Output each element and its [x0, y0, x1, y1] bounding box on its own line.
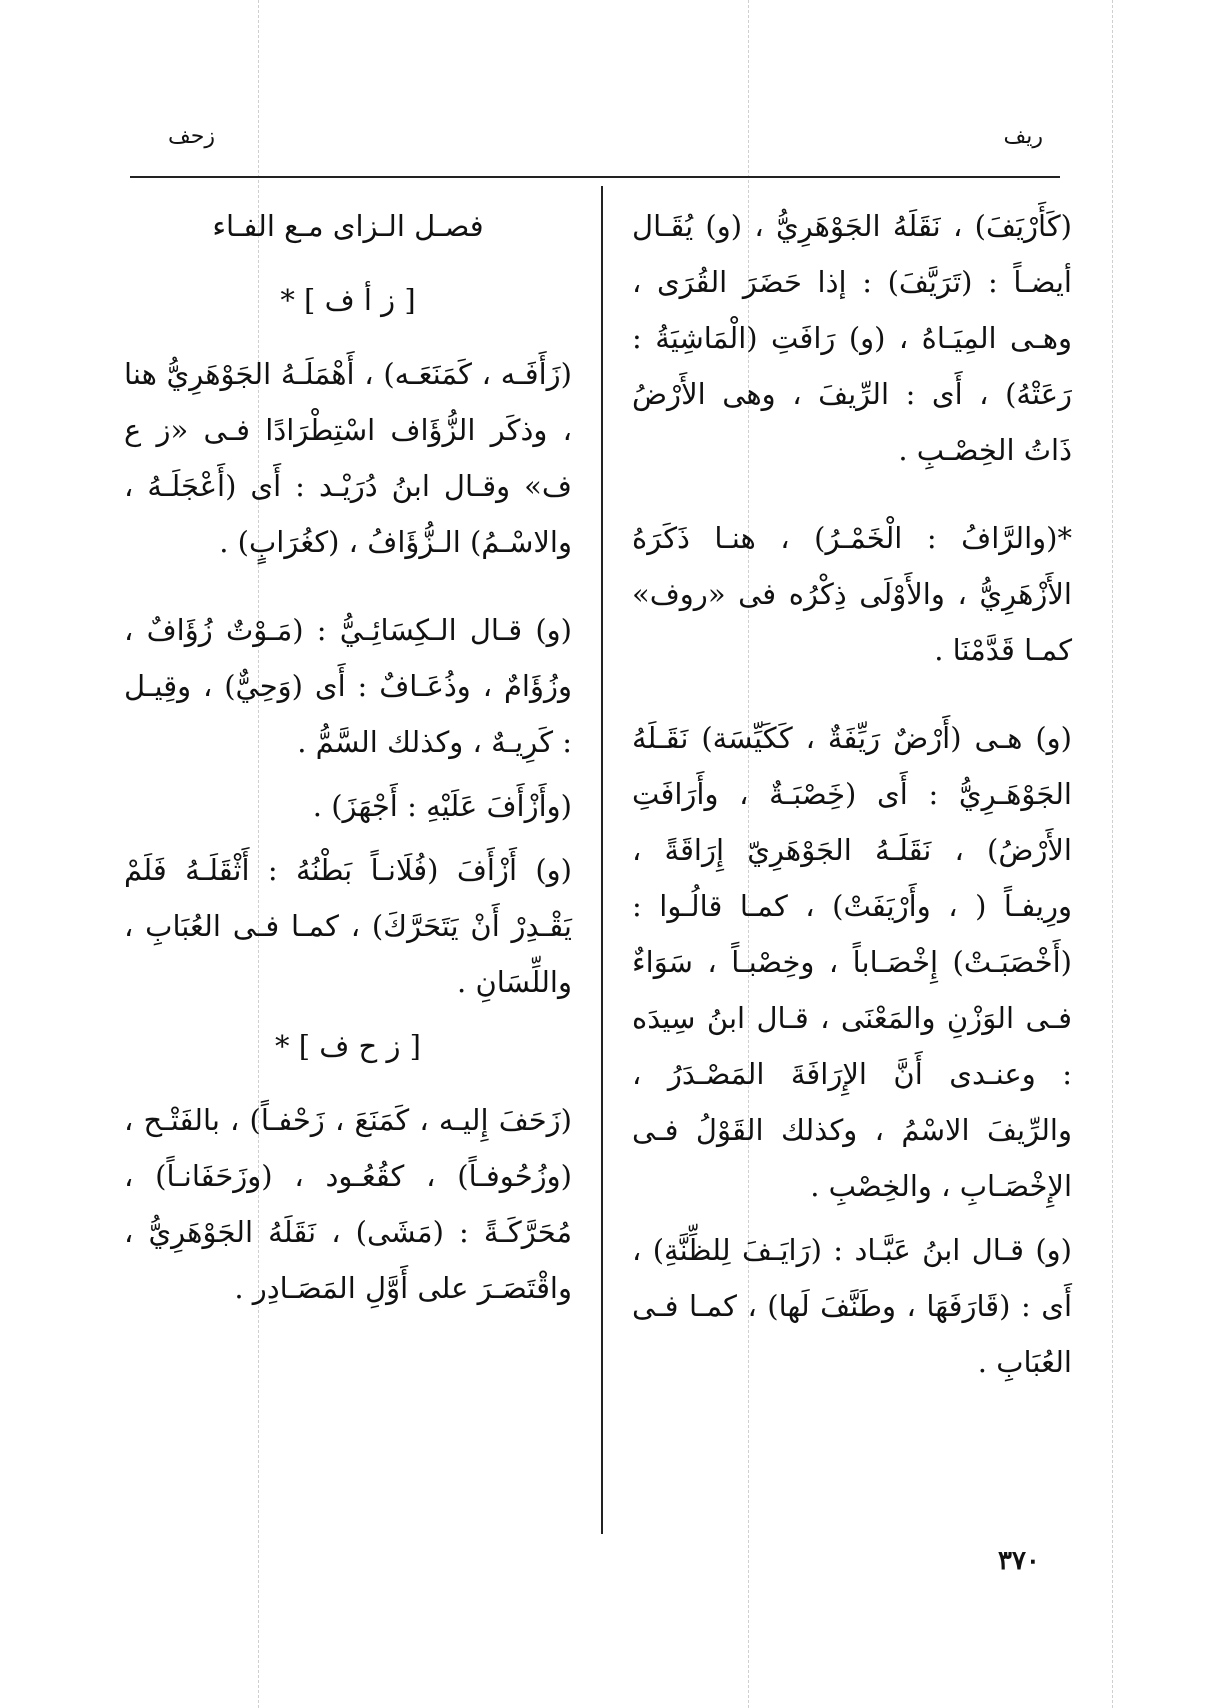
entry-paragraph: (و) قـال ابنُ عَبَّـاد : (رَايَـفَ لِلظِّنَّةِ) ، أَى : (قَارَفَهَا ، وطَنَّفَ لَها) ، كمـا فـى العُبَابِ . [632, 1233, 1072, 1379]
entry-paragraph: (زَأَفَـه ، كَمَنَعَـه) ، أَهْمَلَـهُ الجَوْهَرِيُّ هنا ، وذكَر الزُّؤَاف اسْتِطْرَادًا فـى «ز ع ف» وقـال ابنُ دُرَيْـد : أَى (أَعْجَلَـهُ ، والاسْـمُ) الـزُّؤَافُ ، (كغُرَابٍ) . [124, 357, 572, 559]
right-column [632, 198, 1072, 1422]
scan-artifact-line [1112, 0, 1113, 1708]
root-heading: [ ز ح ف ] * [274, 1029, 421, 1063]
running-header-right: ريف [1003, 124, 1043, 149]
entry-paragraph: (و) قـال الـكِسَائِـيُّ : (مَـوْتٌ زُؤَافٌ ، وزُؤَامٌ ، وذُعَـافٌ : أَى (وَحِيٌّ) ، وقِيـل : كَرِيـهٌ ، وكذلك السَّمُّ . [124, 613, 572, 759]
entry-paragraph: (و) أَزْأَفَ (فُلَانـاً بَطْنُهُ : أَثْقَلَـهُ فَلَمْ يَقْـدِرْ أَنْ يَتَحَرَّكَ) ، كمـا فـى العُبَابِ ، واللِّسَانِ . [124, 853, 572, 999]
entry-paragraph: *(والرَّافُ : الْخَمْـرُ) ، هنـا ذَكَرَهُ الأَزْهَرِيُّ ، والأَوْلَى ذِكْرُه فى «روف» كمـا قَدَّمْنَا . [632, 521, 1072, 667]
running-header-left: زحف [168, 124, 215, 149]
entry-paragraph: (وأَزْأَفَ عَلَيْهِ : أَجْهَزَ) . [312, 789, 572, 823]
page-number: ٣٧٠ [998, 1546, 1040, 1576]
entry-paragraph: (و) هـى (أَرْضٌ رَيِّفَةٌ ، كَكَيِّسَة) نَقَـلَهُ الجَوْهَـرِيُّ : أَى (خَِصْبَـةٌ ، وأَرَافَتِ الأَرْضُ) ، نَقَلَـهُ الجَوْهَرِيّ إِرَاقَةً ، ورِيفـاً ( ، وأَرْيَفَتْ) ، كمـا قالُـوا : (أَخْصَبَـتْ) إِخْصَـاباً ، وخِصْبـاً ، سَوَاءٌ فـى الوَزْنِ والمَعْنَى ، قـال ابنُ سِيدَه : وعنـدى أَنَّ الإِرَافَةَ المَصْـدَرُ ، والرِّيفَ الاسْمُ ، وكذلك القَوْلُ فـى الإِخْصَـابِ ، والخِصْبِ . [632, 721, 1072, 1203]
column-divider [601, 186, 603, 1534]
header-rule [130, 176, 1060, 178]
entry-paragraph: (زَحَفَ إِليـه ، كَمَنَعَ ، زَحْفـاً) ، بالفَتْـح ، (وزُحُوفـاً) ، كقُعُـود ، (وزَحَفَانـاً) ، مُحَرَّكَـةً : (مَشَى) ، نَقَلَهُ الجَوْهَرِيُّ ، واقْتَصَـرَ على أَوَّلِ المَصَـادِر . [124, 1103, 572, 1305]
root-heading: [ ز أ ف ] * [280, 283, 416, 317]
left-column [124, 198, 572, 1348]
section-heading: فصـل الـزاى مـع الفـاء [212, 209, 484, 243]
entry-paragraph: (كَأَرْيَفَ) ، نَقَلَهُ الجَوْهَرِيُّ ، (و) يُقَـال أيضـاً : (تَرَيَّفَ) : إذا حَضَرَ القُرَى ، وهـى المِيَـاهُ ، (و) رَافَتِ (الْمَاشِيَةُ : رَعَتْهُ) ، أَى : الرِّيفَ ، وهى الأَرْضُ ذَاتُ الخِصْـبِ . [632, 209, 1072, 467]
